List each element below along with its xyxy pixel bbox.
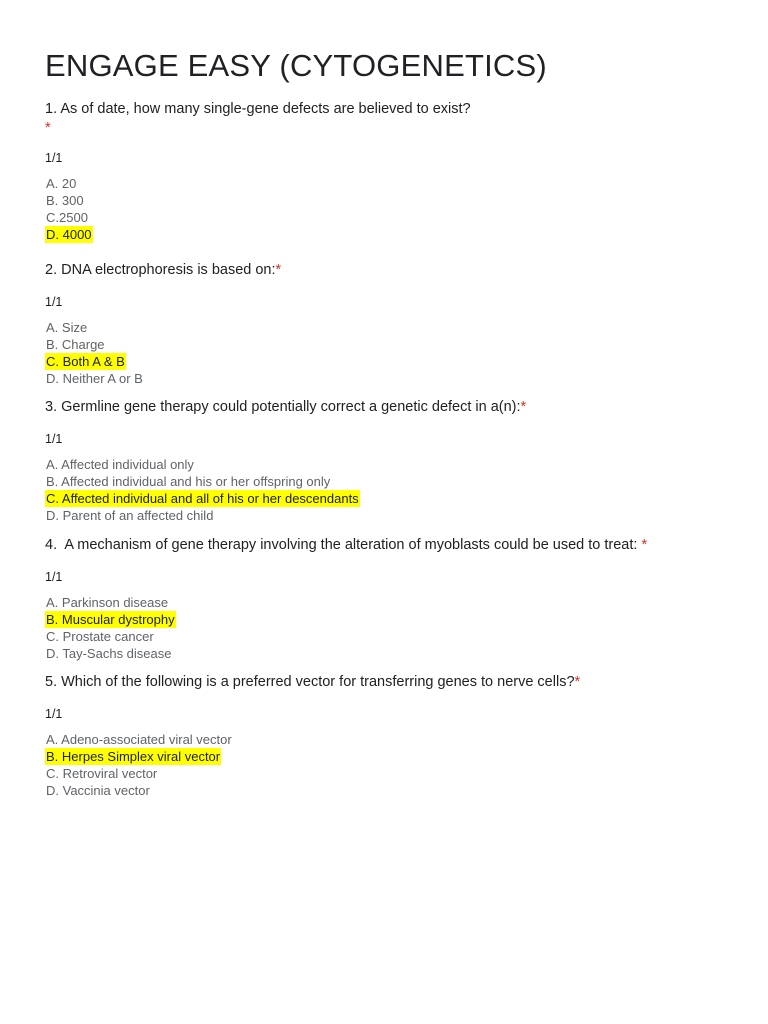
answer-option-highlighted: C. Affected individual and all of his or her descendants <box>46 491 359 506</box>
question-3 <box>45 397 745 524</box>
question-label: 4. A mechanism of gene therapy involving the alteration of myoblasts could be used to treat: <box>45 537 642 553</box>
question-score: 1/1 <box>45 570 63 584</box>
question-5 <box>45 672 745 799</box>
question-4 <box>45 535 745 662</box>
answer-option: A. Size <box>46 320 88 335</box>
required-asterisk: * <box>641 537 648 553</box>
question-text <box>45 397 745 417</box>
question-score: 1/1 <box>45 707 63 721</box>
answer-option-highlighted: C. Both A & B <box>46 354 125 369</box>
page-title: ENGAGE EASY (CYTOGENETICS) <box>45 48 547 83</box>
question-text <box>45 672 745 692</box>
question-label: 3. Germline gene therapy could potentially correct a genetic defect in a(n): <box>45 399 521 415</box>
answer-option: A. Adeno-associated viral vector <box>46 732 232 747</box>
question-label: 1. As of date, how many single-gene defects are believed to exist? <box>45 101 471 117</box>
required-asterisk: * <box>574 674 581 690</box>
question-score: 1/1 <box>45 151 63 165</box>
required-asterisk: * <box>275 262 282 278</box>
answer-option: D. Tay-Sachs disease <box>46 646 172 661</box>
answer-option: B. Charge <box>46 337 105 352</box>
answer-options <box>45 319 745 387</box>
answer-option: A. Parkinson disease <box>46 595 169 610</box>
question-text <box>45 535 745 555</box>
answer-option: B. Affected individual and his or her offspring only <box>46 474 331 489</box>
answer-option: D. Vaccinia vector <box>46 783 150 798</box>
answer-option: A. 20 <box>46 176 77 191</box>
answer-option: B. 300 <box>46 193 84 208</box>
answer-option: D. Neither A or B <box>46 371 143 386</box>
answer-options <box>45 731 745 799</box>
answer-option: C.2500 <box>46 210 88 225</box>
answer-option: C. Prostate cancer <box>46 629 154 644</box>
answer-option-highlighted: B. Muscular dystrophy <box>46 612 175 627</box>
required-asterisk: * <box>45 120 51 136</box>
answer-option-highlighted: D. 4000 <box>46 227 92 242</box>
answer-options <box>45 456 745 524</box>
answer-options <box>45 175 745 243</box>
required-asterisk: * <box>520 399 527 415</box>
question-2 <box>45 260 745 387</box>
question-text <box>45 260 745 280</box>
question-label: 2. DNA electrophoresis is based on: <box>45 262 276 278</box>
question-label: 5. Which of the following is a preferred vector for transferring genes to nerve cells? <box>45 674 575 690</box>
answer-option-highlighted: B. Herpes Simplex viral vector <box>46 749 221 764</box>
question-text <box>45 99 745 136</box>
question-score: 1/1 <box>45 295 63 309</box>
answer-option: D. Parent of an affected child <box>46 508 214 523</box>
question-1 <box>45 99 745 243</box>
question-score: 1/1 <box>45 432 63 446</box>
answer-options <box>45 594 745 662</box>
answer-option: C. Retroviral vector <box>46 766 158 781</box>
answer-option: A. Affected individual only <box>46 457 194 472</box>
